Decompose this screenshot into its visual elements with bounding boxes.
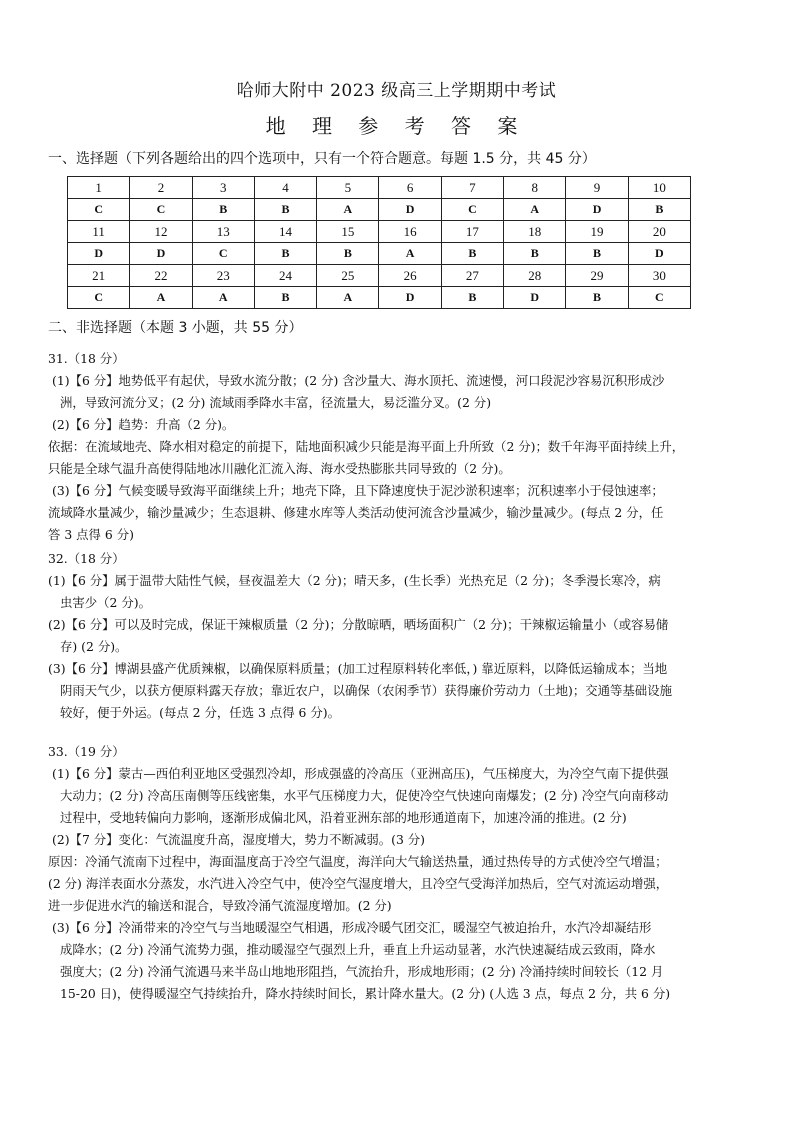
- answer-cell: B: [441, 287, 503, 309]
- question-number: 4: [254, 177, 316, 199]
- answer-line: 只能是全球气温升高使得陆地冰川融化汇流入海、海水受热膨胀共同导致的（2 分)。: [48, 461, 511, 476]
- answer-cell: B: [566, 243, 628, 265]
- answer-line: 存) (2 分)。: [60, 639, 128, 654]
- question-number: 22: [130, 265, 192, 287]
- answer-cell: B: [192, 199, 254, 221]
- question-number: 2: [130, 177, 192, 199]
- question-number: 12: [130, 221, 192, 243]
- question-number: 28: [504, 265, 566, 287]
- question-number: 13: [192, 221, 254, 243]
- answer-cell: A: [317, 199, 379, 221]
- question-number: 25: [317, 265, 379, 287]
- answer-line: (3)【6 分】博湖县盛产优质辣椒，以确保原料质量；(加工过程原料转化率低，) 靠近原料，以降低运输成本；当地: [48, 661, 668, 676]
- question-33-answer: [48, 741, 748, 1005]
- question-33-heading: 33.（19 分）: [48, 744, 125, 759]
- answer-cell: C: [68, 199, 130, 221]
- answer-line: 进一步促进水汽的输送和混合，导致冷涌气流湿度增加。(2 分): [48, 898, 392, 913]
- question-number: 1: [68, 177, 130, 199]
- answer-line: 原因：冷涌气流南下过程中，海面温度高于冷空气温度，海洋向大气输送热量，通过热传导的方式使冷空气增温；: [48, 854, 668, 869]
- question-number: 15: [317, 221, 379, 243]
- answer-cell: C: [628, 287, 690, 309]
- answer-line: (3)【6 分】冷涌带来的冷空气与当地暖湿空气相遇，形成冷暖气团交汇，暖湿空气被迫抬升，水汽冷却凝结形: [52, 920, 652, 935]
- answer-line: (1)【6 分】蒙古—西伯利亚地区受强烈冷却，形成强盛的冷高压（亚洲高压)，气压梯度大，为冷空气南下提供强: [52, 766, 669, 781]
- question-number: 23: [192, 265, 254, 287]
- answer-line: 阴雨天气少，以获方便原料露天存放；靠近农户，以确保（农闲季节）获得廉价劳动力（土地)；交通等基础设施: [60, 683, 672, 698]
- answer-cell: A: [130, 287, 192, 309]
- question-number: 24: [254, 265, 316, 287]
- answer-cell: D: [504, 287, 566, 309]
- question-number: 11: [68, 221, 130, 243]
- question-number: 6: [379, 177, 441, 199]
- answer-line: (2)【7 分】变化：气流温度升高，湿度增大，势力不断减弱。(3 分): [52, 832, 426, 847]
- answer-line: 虫害少（2 分)。: [60, 595, 151, 610]
- answer-cell: D: [379, 287, 441, 309]
- answer-cell: B: [254, 287, 316, 309]
- answer-cell: D: [628, 243, 690, 265]
- answer-line: 洲，导致河流分叉；(2 分) 流域雨季降水丰富，径流量大，易泛滥分叉。(2 分): [60, 395, 492, 410]
- question-number: 5: [317, 177, 379, 199]
- answer-cell: D: [130, 243, 192, 265]
- question-number: 18: [504, 221, 566, 243]
- answer-line: (1)【6 分】地势低平有起伏，导致水流分散；(2 分) 含沙量大、海水顶托、流速慢，河口段泥沙容易沉积形成沙: [52, 373, 665, 388]
- answer-line: (1)【6 分】属于温带大陆性气候，昼夜温差大（2 分)；晴天多，(生长季）光热充足（2 分)；冬季漫长寒冷，病: [48, 573, 661, 588]
- answer-cell: A: [379, 243, 441, 265]
- question-number-row: [68, 265, 691, 287]
- answer-line: 15-20 日)，使得暖湿空气持续抬升，降水持续时间长，累计降水量大。(2 分) (人选 3 点，每点 2 分，共 6 分): [60, 986, 671, 1001]
- question-number: 30: [628, 265, 690, 287]
- answer-line: 较好，便于外运。(每点 2 分，任选 3 点得 6 分)。: [60, 705, 340, 720]
- question-number: 7: [441, 177, 503, 199]
- question-number-row: [68, 177, 691, 199]
- answer-cell: A: [504, 199, 566, 221]
- answer-cell: A: [192, 287, 254, 309]
- question-number: 20: [628, 221, 690, 243]
- answer-line: 成降水；(2 分) 冷涌气流势力强，推动暖湿空气强烈上升，垂直上升运动显著，水汽快速凝结成云致雨，降水: [60, 942, 656, 957]
- answer-line: 答 3 点得 6 分): [48, 527, 134, 542]
- section-2-heading: 二、非选择题（本题 3 小题，共 55 分）: [48, 320, 303, 336]
- answer-row: [68, 243, 691, 265]
- question-number: 27: [441, 265, 503, 287]
- answer-row: [68, 199, 691, 221]
- answer-cell: C: [130, 199, 192, 221]
- answer-cell: D: [68, 243, 130, 265]
- answer-cell: B: [628, 199, 690, 221]
- question-number: 21: [68, 265, 130, 287]
- question-number: 16: [379, 221, 441, 243]
- question-number: 26: [379, 265, 441, 287]
- answer-line: (2 分) 海洋表面水分蒸发，水汽进入冷空气中，使冷空气湿度增大，且冷空气受海洋加热后，空气对流运动增强，: [48, 876, 669, 891]
- answer-cell: C: [192, 243, 254, 265]
- answer-line: (2)【6 分】趋势：升高（2 分)。: [52, 417, 235, 432]
- answer-line: 强度大；(2 分) 冷涌气流遇马来半岛山地地形阻挡，气流抬升，形成地形雨；(2 分) 冷涌持续时间较长（12 月: [60, 964, 664, 979]
- answer-cell: B: [441, 243, 503, 265]
- answer-table: [67, 176, 691, 309]
- question-number: 17: [441, 221, 503, 243]
- question-31-heading: 31.（18 分）: [48, 351, 125, 366]
- answer-cell: C: [441, 199, 503, 221]
- answer-line: 过程中，受地转偏向力影响，逐渐形成偏北风，沿着亚洲东部的地形通道南下，加速冷涌的推进。(2 分): [60, 810, 627, 825]
- question-32-heading: 32.（18 分）: [48, 551, 125, 566]
- answer-line: 大动力；(2 分) 冷高压南侧等压线密集，水平气压梯度力大，促使冷空气快速向南爆发；(2 分) 冷空气向南移动: [60, 788, 669, 803]
- question-number: 29: [566, 265, 628, 287]
- answer-cell: D: [379, 199, 441, 221]
- question-number: 14: [254, 221, 316, 243]
- answer-cell: B: [254, 199, 316, 221]
- answer-cell: B: [254, 243, 316, 265]
- question-number: 3: [192, 177, 254, 199]
- question-number: 9: [566, 177, 628, 199]
- question-number: 8: [504, 177, 566, 199]
- answer-cell: D: [566, 199, 628, 221]
- section-1-heading: 一、选择题（下列各题给出的四个选项中，只有一个符合题意。每题 1.5 分，共 45 分）: [48, 151, 596, 167]
- answer-cell: B: [317, 243, 379, 265]
- answer-line: (2)【6 分】可以及时完成，保证干辣椒质量（2 分)；分散晾晒，晒场面积广（2 分)；干辣椒运输量小（或容易储: [48, 617, 669, 632]
- answer-cell: B: [566, 287, 628, 309]
- answer-line: 依据：在流域地壳、降水相对稳定的前提下，陆地面积减少只能是海平面上升所致（2 分)；数千年海平面持续上升，: [48, 439, 685, 454]
- answer-cell: A: [317, 287, 379, 309]
- answer-line: 流域降水量减少，输沙量减少；生态退耕、修建水库等人类活动使河流含沙量减少，输沙量减少。(每点 2 分，任: [48, 505, 664, 520]
- exam-title: 哈师大附中 2023 级高三上学期期中考试: [236, 81, 557, 101]
- answer-row: [68, 287, 691, 309]
- answer-key-title: 地 理 参 考 答 案: [265, 114, 528, 138]
- question-number-row: [68, 221, 691, 243]
- question-number: 19: [566, 221, 628, 243]
- question-32-answer: [48, 548, 748, 724]
- answer-line: (3)【6 分】气候变暖导致海平面继续上升；地壳下降，且下降速度快于泥沙淤积速率；沉积速率小于侵蚀速率；: [52, 483, 664, 498]
- question-number: 10: [628, 177, 690, 199]
- answer-cell: C: [68, 287, 130, 309]
- answer-cell: B: [504, 243, 566, 265]
- question-31-answer: [48, 348, 748, 546]
